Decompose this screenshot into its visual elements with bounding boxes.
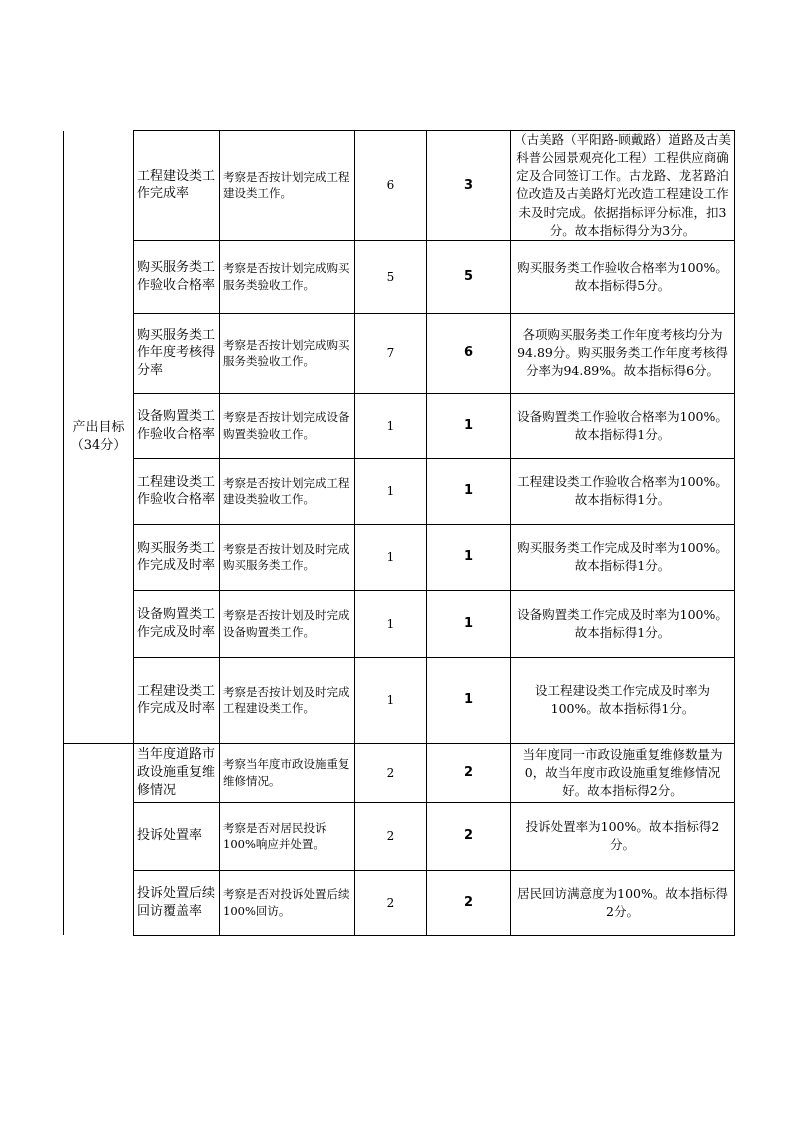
note-cell: 投诉处置率为100%。故本指标得2分。 bbox=[511, 802, 735, 870]
note-cell: 设备购置类工作完成及时率为100%。故本指标得1分。 bbox=[511, 590, 735, 657]
weight-cell: 2 bbox=[355, 743, 427, 802]
table-row bbox=[64, 131, 735, 241]
score-cell: 1 bbox=[427, 657, 511, 743]
weight-cell: 1 bbox=[355, 590, 427, 657]
note-cell: 居民回访满意度为100%。故本指标得2分。 bbox=[511, 870, 735, 935]
weight-cell: 1 bbox=[355, 393, 427, 458]
note-cell: 设备购置类工作验收合格率为100%。故本指标得1分。 bbox=[511, 393, 735, 458]
note-cell: 当年度同一市政设施重复维修数量为0，故当年度市政设施重复维修情况好。故本指标得2分。 bbox=[511, 743, 735, 802]
table-row bbox=[64, 657, 735, 743]
note-cell: 各项购买服务类工作年度考核均分为94.89分。购买服务类工作年度考核得分率为94.89%。故本指标得6分。 bbox=[511, 313, 735, 393]
indicator-cell: 工程建设类工作完成及时率 bbox=[134, 657, 220, 743]
indicator-cell: 投诉处置后续回访覆盖率 bbox=[134, 870, 220, 935]
table-row bbox=[64, 458, 735, 524]
score-cell: 1 bbox=[427, 393, 511, 458]
group-label: 产出目标 bbox=[72, 420, 125, 436]
description-cell: 考察是否按计划及时完成设备购置类工作。 bbox=[220, 590, 355, 657]
performance-evaluation-table bbox=[63, 130, 735, 936]
table-row bbox=[64, 590, 735, 657]
description-cell: 考察是否按计划完成工程建设类验收工作。 bbox=[220, 458, 355, 524]
weight-cell: 1 bbox=[355, 458, 427, 524]
indicator-cell: 工程建设类工作验收合格率 bbox=[134, 458, 220, 524]
weight-cell: 5 bbox=[355, 240, 427, 313]
score-cell: 1 bbox=[427, 590, 511, 657]
note-cell: 工程建设类工作验收合格率为100%。故本指标得1分。 bbox=[511, 458, 735, 524]
table-row bbox=[64, 524, 735, 590]
description-cell: 考察是否按计划完成设备购置类验收工作。 bbox=[220, 393, 355, 458]
table-row bbox=[64, 240, 735, 313]
table-row bbox=[64, 313, 735, 393]
group-score-note: （34分） bbox=[70, 437, 127, 453]
weight-cell: 2 bbox=[355, 870, 427, 935]
description-cell: 考察是否对居民投诉100%响应并处置。 bbox=[220, 802, 355, 870]
score-cell: 6 bbox=[427, 313, 511, 393]
description-cell: 考察是否按计划及时完成购买服务类工作。 bbox=[220, 524, 355, 590]
weight-cell: 1 bbox=[355, 524, 427, 590]
score-cell: 3 bbox=[427, 131, 511, 241]
weight-cell: 1 bbox=[355, 657, 427, 743]
description-cell: 考察当年度市政设施重复维修情况。 bbox=[220, 743, 355, 802]
score-cell: 1 bbox=[427, 458, 511, 524]
indicator-cell: 购买服务类工作完成及时率 bbox=[134, 524, 220, 590]
weight-cell: 6 bbox=[355, 131, 427, 241]
score-cell: 2 bbox=[427, 802, 511, 870]
note-cell: 购买服务类工作完成及时率为100%。故本指标得1分。 bbox=[511, 524, 735, 590]
description-cell: 考察是否按计划完成购买服务类验收工作。 bbox=[220, 240, 355, 313]
indicator-cell: 设备购置类工作完成及时率 bbox=[134, 590, 220, 657]
indicator-cell: 工程建设类工作完成率 bbox=[134, 131, 220, 241]
description-cell: 考察是否按计划完成购买服务类验收工作。 bbox=[220, 313, 355, 393]
next-group-cell bbox=[64, 743, 134, 935]
note-cell: （古美路（平阳路-顾戴路）道路及古美科普公园景观亮化工程）工程供应商确定及合同签订工作。古龙路、龙茗路泊位改造及古美路灯光改造工程建设工作未及时完成。依据指标评分标准，扣3分。故本指标得分为3分。 bbox=[511, 131, 735, 241]
description-cell: 考察是否按计划完成工程建设类工作。 bbox=[220, 131, 355, 241]
indicator-cell: 设备购置类工作验收合格率 bbox=[134, 393, 220, 458]
description-cell: 考察是否对投诉处置后续100%回访。 bbox=[220, 870, 355, 935]
indicator-cell: 购买服务类工作年度考核得分率 bbox=[134, 313, 220, 393]
score-cell: 5 bbox=[427, 240, 511, 313]
indicator-cell: 当年度道路市政设施重复维修情况 bbox=[134, 743, 220, 802]
table-row bbox=[64, 393, 735, 458]
table-row bbox=[64, 743, 735, 802]
description-cell: 考察是否按计划及时完成工程建设类工作。 bbox=[220, 657, 355, 743]
table-row bbox=[64, 870, 735, 935]
score-cell: 2 bbox=[427, 743, 511, 802]
note-cell: 设工程建设类工作完成及时率为100%。故本指标得1分。 bbox=[511, 657, 735, 743]
output-target-group-cell bbox=[64, 131, 134, 744]
note-cell: 购买服务类工作验收合格率为100%。故本指标得5分。 bbox=[511, 240, 735, 313]
weight-cell: 2 bbox=[355, 802, 427, 870]
score-cell: 2 bbox=[427, 870, 511, 935]
indicator-cell: 投诉处置率 bbox=[134, 802, 220, 870]
table-row bbox=[64, 802, 735, 870]
score-cell: 1 bbox=[427, 524, 511, 590]
weight-cell: 7 bbox=[355, 313, 427, 393]
indicator-cell: 购买服务类工作验收合格率 bbox=[134, 240, 220, 313]
